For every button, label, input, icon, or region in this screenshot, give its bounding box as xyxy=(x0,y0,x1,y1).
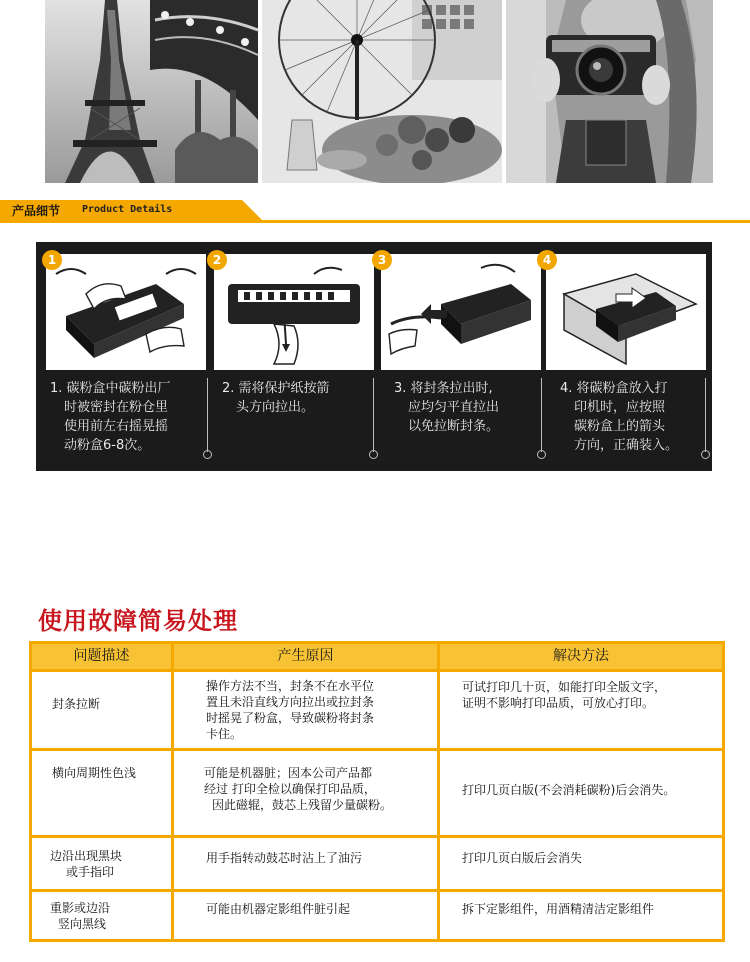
divider-dot xyxy=(701,450,710,459)
step-divider xyxy=(541,378,542,452)
step-3-image xyxy=(381,254,541,370)
step-4-text: 4. 将碳粉盒放入打 印机时，应按照 碳粉盒上的箭头 方向，正确装入。 xyxy=(560,381,679,453)
table-row-3-cause: 用手指转动鼓芯时沾上了油污 xyxy=(174,838,437,889)
table-row-3-solution: 打印几页白版后会消失 xyxy=(440,838,722,889)
step-3-number: 3 xyxy=(372,250,392,270)
header-cause: 产生原因 xyxy=(174,644,437,669)
step-3-text: 3. 将封条拉出时, 应均匀平直拉出 以免拉断封条。 xyxy=(394,381,500,434)
step-4-number: 4 xyxy=(537,250,557,270)
step-2-text: 2. 需将保护纸按箭 头方向拉出。 xyxy=(222,381,330,415)
step-2-image xyxy=(214,254,374,370)
bicycle-fruit-photo xyxy=(262,0,502,183)
installation-steps-panel xyxy=(36,242,712,471)
header-problem: 问题描述 xyxy=(32,644,171,669)
eiffel-tower-photo xyxy=(45,0,258,183)
photo-strip xyxy=(45,0,713,183)
table-row-1-cause: 操作方法不当，封条不在水平位 置且未沿直线方向拉出或拉封条 时摇晃了粉盒，导致碳粉将封条 卡住。 xyxy=(174,672,437,748)
divider-dot xyxy=(203,450,212,459)
step-4-image xyxy=(546,254,706,370)
section-subtitle: Product Details xyxy=(82,204,173,215)
divider-dot xyxy=(369,450,378,459)
header-solution: 解决方法 xyxy=(440,644,722,669)
product-details-header xyxy=(0,200,750,224)
header-underline xyxy=(0,220,750,223)
step-divider xyxy=(373,378,374,452)
table-row-1-problem: 封条拉断 xyxy=(32,672,171,748)
table-row-4-cause: 可能由机器定影组件脏引起 xyxy=(174,892,437,939)
child-camera-photo xyxy=(506,0,713,183)
divider-dot xyxy=(537,450,546,459)
table-row-4-solution: 拆下定影组件，用酒精清洁定影组件 xyxy=(440,892,722,939)
step-divider xyxy=(207,378,208,452)
troubleshooting-table xyxy=(29,641,725,942)
table-row-2-solution: 打印几页白版(不会消耗碳粉)后会消失。 xyxy=(440,751,722,835)
section-title: 产品细节 xyxy=(12,204,61,218)
step-1-number: 1 xyxy=(42,250,62,270)
troubleshooting-title: 使用故障简易处理 xyxy=(38,607,238,635)
step-divider xyxy=(705,378,706,452)
step-2-number: 2 xyxy=(207,250,227,270)
table-row-3-problem: 边沿出现黑块 或手指印 xyxy=(32,838,171,889)
step-1-image xyxy=(46,254,206,370)
step-1-text: 1. 碳粉盒中碳粉出厂 时被密封在粉仓里 使用前左右摇晃摇 动粉盒6-8次。 xyxy=(50,381,171,453)
table-row-1-solution: 可试打印几十页，如能打印全版文字， 证明不影响打印品质，可放心打印。 xyxy=(440,672,722,748)
table-row-2-problem: 横向周期性色浅 xyxy=(32,751,171,835)
table-row-2-cause: 可能是机器脏；因本公司产品都 经过 打印全检以确保打印品质， 因此磁辊，鼓芯上残留少量碳粉。 xyxy=(174,751,437,835)
table-row-4-problem: 重影或边沿 竖向黑线 xyxy=(32,892,171,939)
